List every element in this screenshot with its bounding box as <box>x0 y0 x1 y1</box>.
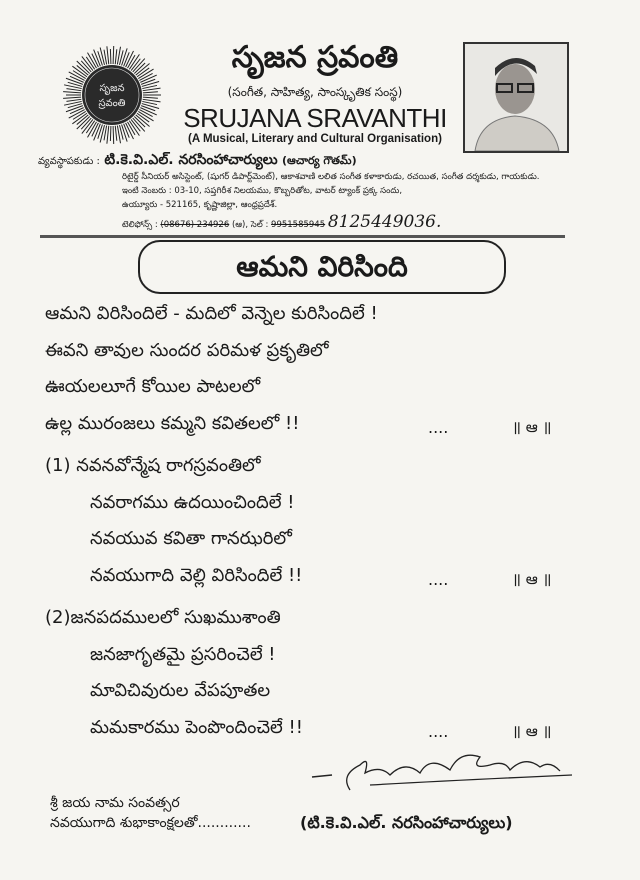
founder-photo <box>463 42 569 153</box>
stanza1-line: (1) నవనవోన్మేష రాగస్రవంతిలో <box>45 455 261 476</box>
logo-ray <box>113 46 114 64</box>
header-divider <box>40 235 565 238</box>
author-name: (టి.కె.వి.ఎల్. నరసింహాచార్యులు) <box>300 813 513 832</box>
ellipsis: .... <box>428 722 449 741</box>
logo-ray <box>107 46 109 64</box>
ellipsis: .... <box>428 418 449 437</box>
logo-ray <box>115 126 117 141</box>
logo-ray <box>124 124 130 138</box>
logo-ray <box>122 48 128 65</box>
greeting-line-2: నవయుగాది శుభాకాంక్షలతో............ <box>50 815 251 831</box>
founder-alias: (ఆచార్య గౌతమ్) <box>282 154 357 167</box>
stanza2-line: (2)జనపదములలో సుఖముశాంతి <box>45 607 281 628</box>
logo-ray <box>143 97 158 98</box>
logo-ray <box>66 99 81 101</box>
address-line-1: రిటైర్డ్ సీనియర్ అసిస్టెంట్, (షుగర్ డిపార్ట్‌మెంట్), ఆకాశవాణి లలిత సంగీత కళాకారుడు, రచయిత, సంగీత దర్శకుడు, గాయకుడు. <box>122 172 540 182</box>
founder-name: టి.కె.వి.ఎల్. నరసింహాచార్యులు <box>104 152 278 168</box>
refrain-marker: ॥ ఆ ॥ <box>512 418 552 436</box>
title-english: SRUJANA SRAVANTHI <box>183 103 447 133</box>
founder-line <box>38 152 357 171</box>
logo-ray <box>143 88 161 91</box>
stanza2-line: జనజాగృతమై ప్రసరించెలే ! <box>90 644 276 665</box>
chorus-line: ఊయలలూగే కోయిల పాటలలో <box>45 376 261 397</box>
chorus-line: ఉల్ల మురంజలు కమ్మని కవితలలో !! <box>45 413 300 434</box>
stanza1-line: నవయువ కవితా గానఝరిలో <box>90 528 292 549</box>
poem-title: ఆమని విరిసింది <box>138 240 506 294</box>
logo-ray <box>115 49 117 64</box>
refrain-marker: ॥ ఆ ॥ <box>512 570 552 588</box>
portrait-image <box>465 44 567 151</box>
logo-ray <box>104 126 107 141</box>
handwritten-signature <box>310 745 580 795</box>
logo-ray <box>110 49 111 64</box>
stanza2-line: మావిచివురుల వేపపూతల <box>90 680 271 701</box>
stanza2-line: మమకారము పెంపొందించెలే !! <box>90 717 303 738</box>
logo-ray <box>66 89 81 91</box>
logo-ray <box>63 97 81 98</box>
greeting-line-1: శ్రీ జయ నామ సంవత్సర <box>50 795 180 811</box>
logo-ray <box>124 52 130 66</box>
logo-text-line2: స్రవంతి <box>98 98 126 109</box>
logo-ray <box>110 126 111 141</box>
stanza1-line: నవయుగాది వెల్లి విరిసిందిలే !! <box>90 565 303 586</box>
ellipsis: .... <box>428 570 449 589</box>
address-line-3: ఉయ్యూరు - 521165, కృష్ణాజిల్లా, ఆంధ్రప్రదేశ్. <box>122 200 278 210</box>
chorus-line: ఆమని విరిసిందిలే - మదిలో వెన్నెల కురిసిందిలే ! <box>45 303 378 324</box>
logo-ray <box>104 50 107 65</box>
logo-ray <box>143 99 161 102</box>
logo-ray <box>63 92 81 93</box>
cell-new-handwritten: 8125449036. <box>327 212 442 232</box>
stanza1-line: నవరాగము ఉదయించిందిలే ! <box>90 492 295 513</box>
logo-ray <box>143 92 158 93</box>
logo-ray <box>122 124 128 141</box>
logo-text-line1: సృజన <box>99 83 125 94</box>
tagline-english: (A Musical, Literary and Cultural Organisation) <box>188 133 442 145</box>
phone-label: టెలిఫోన్స్ : <box>122 220 158 230</box>
logo-ray <box>107 126 109 144</box>
title-telugu: సృజన స్రవంతి <box>231 40 399 75</box>
refrain-marker: ॥ ఆ ॥ <box>512 722 552 740</box>
organisation-logo <box>62 45 162 145</box>
subtitle-telugu: (సంగీత, సాహిత్య, సాంస్కృతిక సంస్థ) <box>227 85 403 99</box>
address-line-2: ఇంటి నెంబరు : 03-10, సప్తగిరీశ నిలయము, కొబ్బరితోట, వాటర్ ట్యాంక్ ప్రక్క సందు, <box>122 186 403 196</box>
cell-old: 9951585945 <box>271 220 326 230</box>
phone-suffix: (ఆ), సెల్ : <box>231 220 269 230</box>
chorus-line: ఈవని తావుల సుందర పరిమళ ప్రకృతిలో <box>45 340 329 361</box>
phone-old: (08676) 234926 <box>160 220 230 230</box>
phone-line <box>122 212 441 232</box>
founder-label: వ్యవస్థాపకుడు : <box>38 156 100 167</box>
logo-ray <box>113 126 114 144</box>
